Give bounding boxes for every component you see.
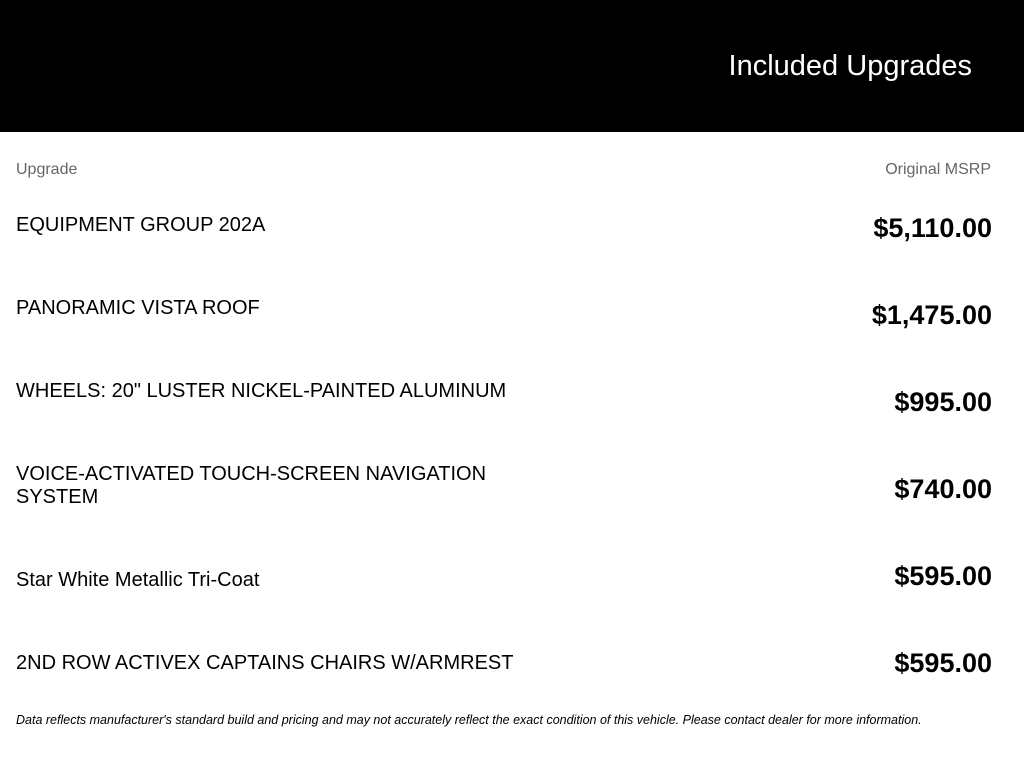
upgrade-row [16,380,992,440]
upgrade-name: EQUIPMENT GROUP 202A [16,214,266,236]
disclaimer-text: Data reflects manufacturer's standard build and pricing and may not accurately reflect the exact condition of this vehicle. Please contact dealer for more information. [16,713,922,727]
upgrade-name: PANORAMIC VISTA ROOF [16,297,260,319]
upgrade-row [16,463,992,523]
upgrade-price: $595.00 [894,648,992,678]
upgrade-price: $995.00 [894,387,992,417]
header-bar [0,0,1024,132]
upgrade-name: Star White Metallic Tri-Coat [16,569,260,591]
upgrade-price: $5,110.00 [873,213,992,243]
column-header-msrp: Original MSRP [885,161,991,178]
upgrade-row [16,297,992,357]
upgrade-row [16,214,992,274]
upgrade-price: $740.00 [894,474,992,504]
upgrade-price: $1,475.00 [871,300,992,330]
upgrade-name: 2ND ROW ACTIVEX CAPTAINS CHAIRS W/ARMREST [16,652,514,674]
upgrade-name: VOICE-ACTIVATED TOUCH-SCREEN NAVIGATION SYSTEM [16,463,487,508]
upgrade-name: WHEELS: 20" LUSTER NICKEL-PAINTED ALUMINUM [16,380,507,402]
upgrade-row [16,561,992,629]
upgrade-price: $595.00 [894,561,992,591]
column-header-upgrade: Upgrade [16,161,78,178]
upgrade-row [16,648,992,712]
page-title: Included Upgrades [728,50,972,82]
